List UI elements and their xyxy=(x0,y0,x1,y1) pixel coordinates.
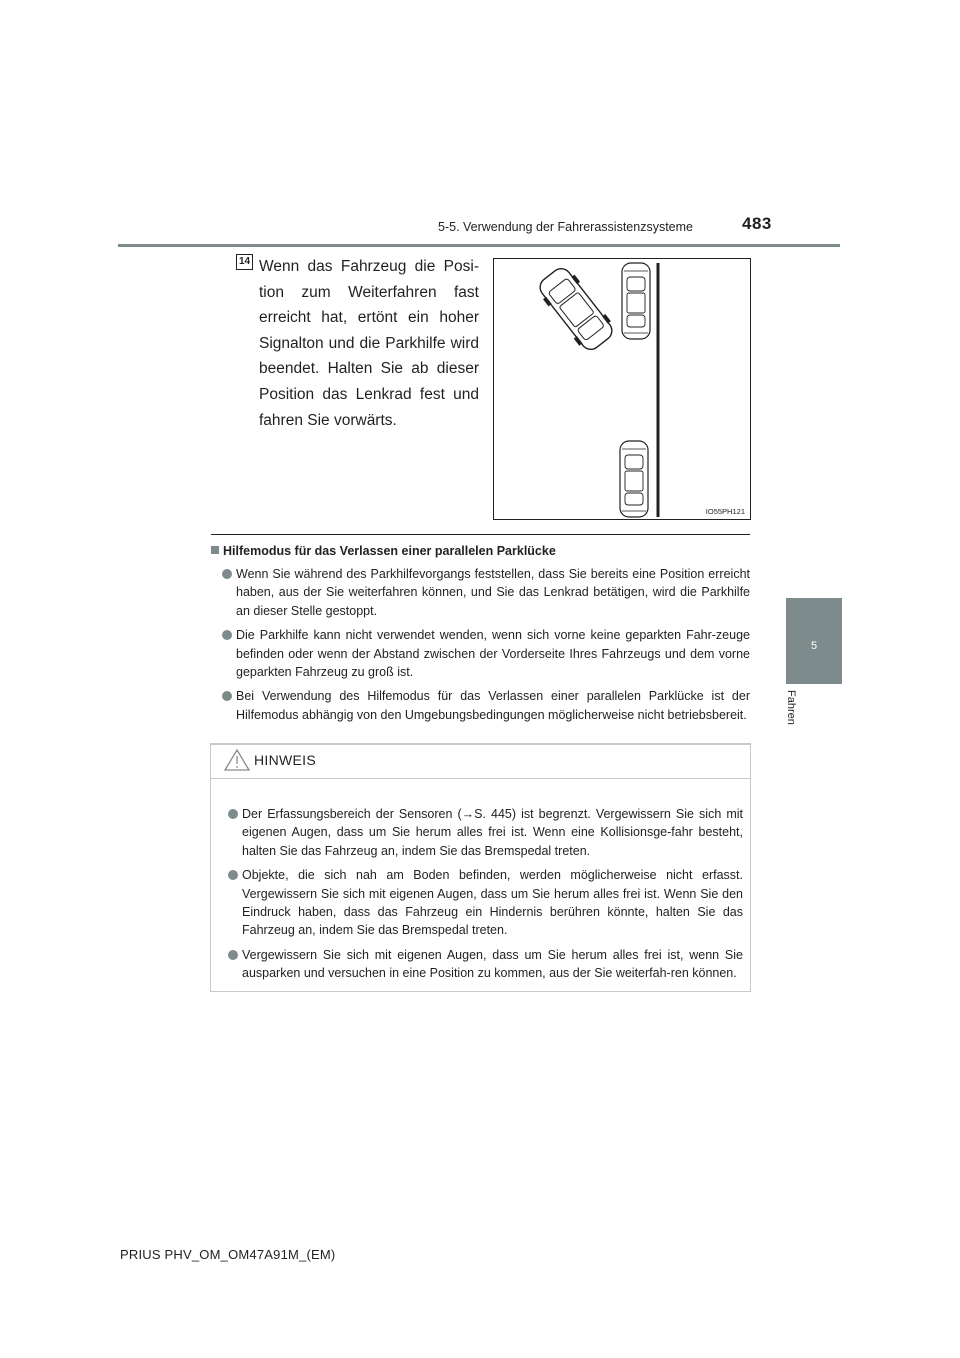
chapter-number: 5 xyxy=(810,640,818,652)
chapter-title-text: Fahren xyxy=(785,690,797,725)
list-item-text: Objekte, die sich nah am Boden befinden, werden möglicherweise nicht erfasst. Vergewissern Sie sich mit eigenen Augen, dass um Sie herum alles frei ist. Wenn Sie den Eindruck haben, dass das Fahrzeug ein Hindernis berühren könnte, halten Sie das Fahrzeug an, indem Sie das Bremspedal treten. xyxy=(242,868,743,938)
step-text: Wenn das Fahrzeug die Posi-tion zum Weiterfahren fast erreicht hat, ertönt ein hoher Signalton und die Parkhilfe wird beendet. Halten Sie ab dieser Position das Lenkrad fest und fahren Sie vorwärts. xyxy=(259,258,479,429)
circle-bullet-icon xyxy=(228,809,238,819)
footer-model-code: PRIUS PHV_OM_OM47A91M_(EM) xyxy=(120,1247,336,1262)
list-item xyxy=(222,626,750,681)
list-item xyxy=(228,805,743,860)
parking-diagram-svg xyxy=(494,259,750,519)
step-number-badge: 14 xyxy=(236,254,253,270)
list-item xyxy=(222,565,750,620)
list-item-text: Die Parkhilfe kann nicht verwendet wenden, wenn sich vorne keine geparkten Fahr-zeuge befinden oder wenn der Abstand zwischen der Vorderseite Ihres Fahrzeugs und dem vorne geparkten Fahrzeug zu groß ist. xyxy=(236,628,750,680)
chapter-title xyxy=(783,690,801,760)
parked-car-rear xyxy=(620,441,648,517)
figure-id: IO55PH121 xyxy=(705,507,745,516)
list-item xyxy=(222,687,750,724)
header-rule xyxy=(118,244,840,247)
list-item-text: Wenn Sie während des Parkhilfevorgangs feststellen, dass Sie bereits eine Position erreicht haben, aus der Sie weiterfahren können, und Sie das Lenkrad betätigen, wird die Parkhilfe an dieser Stelle gestoppt. xyxy=(236,567,750,618)
parked-car-front xyxy=(622,263,650,339)
square-bullet-icon xyxy=(211,546,219,554)
notice-title-rule xyxy=(210,778,751,779)
section-divider xyxy=(211,534,750,535)
page-number: 483 xyxy=(742,214,772,233)
list-item xyxy=(228,946,743,983)
list-item-text: Vergewissern Sie sich mit eigenen Augen, dass um Sie herum alles frei ist, wenn Sie ausparken und versuchen in eine Position zu kommen, aus der Sie weiterfah-ren können. xyxy=(242,947,743,981)
list-item xyxy=(228,866,743,940)
list-item-text: Der Erfassungsbereich der Sensoren (→S. 445) ist begrenzt. Vergewissern Sie sich mit eigenen Augen, dass um Sie herum alles frei ist. Wenn eine Kollisionsge-fahr besteht, halten Sie das Fahrzeug an, indem Sie das Bremspedal treten. xyxy=(242,807,743,858)
section-bullet-list xyxy=(222,565,750,724)
circle-bullet-icon xyxy=(222,691,232,701)
circle-bullet-icon xyxy=(222,569,232,579)
section-heading xyxy=(211,544,556,558)
own-vehicle xyxy=(534,263,618,355)
section-heading-text: Hilfemodus für das Verlassen einer parallelen Parklücke xyxy=(223,544,556,558)
warning-icon xyxy=(224,749,250,776)
parking-illustration xyxy=(493,258,751,520)
notice-bullet-list xyxy=(228,805,743,983)
header-section-title: 5-5. Verwendung der Fahrerassistenzsysteme xyxy=(438,220,693,234)
notice-title: HINWEIS xyxy=(254,752,316,768)
circle-bullet-icon xyxy=(228,870,238,880)
circle-bullet-icon xyxy=(222,630,232,640)
list-item-text: Bei Verwendung des Hilfemodus für das Verlassen einer parallelen Parklücke ist der Hilfemodus abhängig von den Umgebungsbedingungen möglicherweise nicht betriebsbereit. xyxy=(236,689,750,722)
circle-bullet-icon xyxy=(228,950,238,960)
